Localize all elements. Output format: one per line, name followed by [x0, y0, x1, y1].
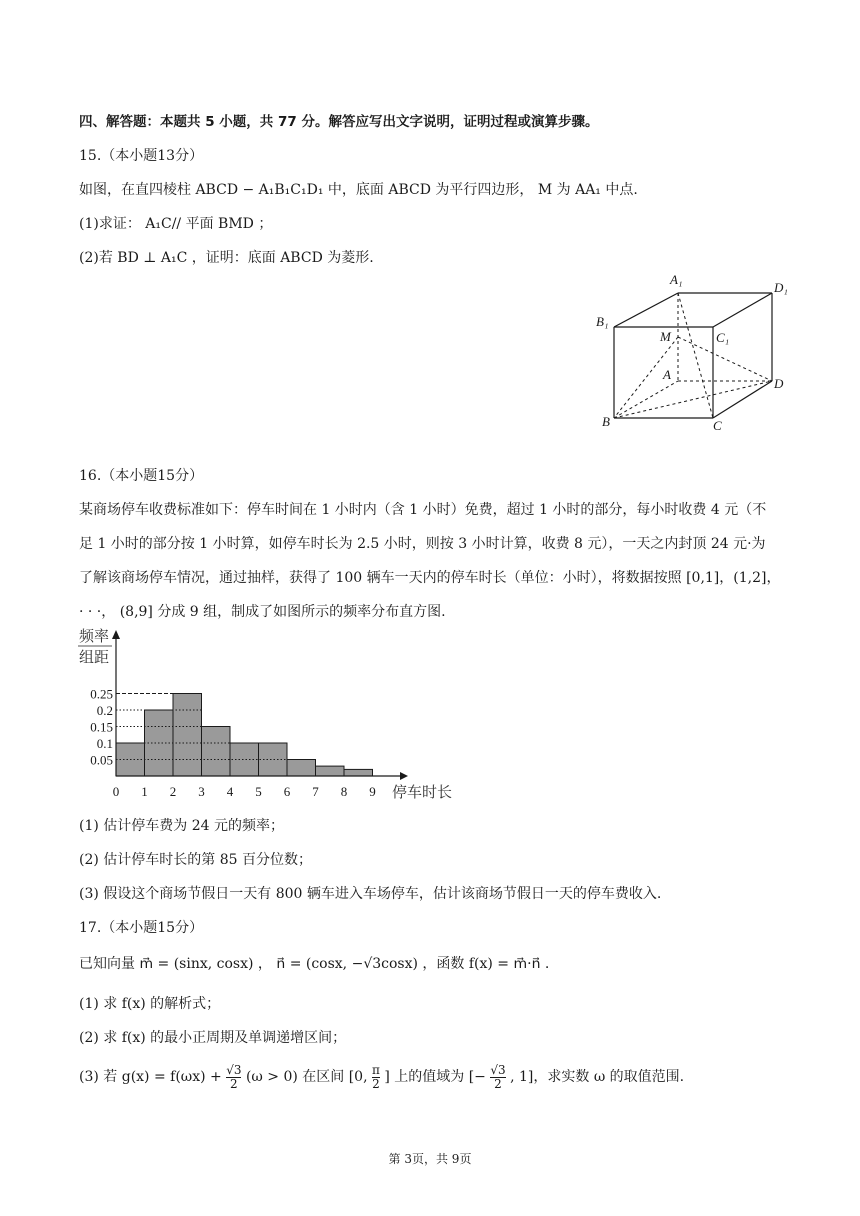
- x-tick-label: 2: [169, 784, 177, 799]
- edge-cd: [713, 381, 772, 418]
- histogram-bar: [202, 727, 231, 777]
- histogram-bar: [316, 766, 345, 776]
- y-tick-label: 0.05: [90, 752, 113, 768]
- q17-title: 17.（本小题15分）: [79, 920, 204, 936]
- q16-stem-line4: · · ·， (8,9] 分成 9 组，制成了如图所示的频率分布直方图.: [79, 604, 446, 620]
- frac1-den: 2: [226, 1077, 241, 1091]
- q16-title: 16.（本小题15分）: [79, 468, 204, 484]
- label-a: A: [663, 367, 671, 382]
- x-tick-label: 3: [198, 784, 205, 799]
- q17-part2: (2) 求 f(x) 的最小正周期及单调递增区间；: [79, 1030, 347, 1046]
- y-tick-label: 0.2: [96, 703, 113, 718]
- q16-part2: (2) 估计停车时长的第 85 百分位数；: [79, 852, 312, 868]
- diag-bd-hidden: [614, 381, 772, 418]
- x-tick-label: 9: [369, 784, 376, 799]
- y-axis-arrow: [112, 630, 120, 639]
- frac1-num: √3: [226, 1062, 242, 1077]
- q16-part3: (3) 假设这个商场节假日一天有 800 辆车进入车场停车，估计该商场节假日一天的停车费收入.: [79, 886, 662, 902]
- q16-stem-line1: 某商场停车收费标准如下：停车时间在 1 小时内（含 1 小时）免费，超过 1 小时的部分，每小时收费 4 元（不: [79, 502, 767, 518]
- label-b1: B₁: [596, 314, 609, 329]
- x-tick-label: 7: [312, 784, 319, 799]
- label-m: M: [660, 329, 671, 344]
- xlabel: 停车时长: [392, 785, 453, 801]
- label-d1: D₁: [774, 280, 788, 295]
- frac2-den: 2: [372, 1076, 380, 1091]
- frac3-den: 2: [490, 1077, 505, 1091]
- q15-stem: 如图，在直四棱柱 ABCD − A₁B₁C₁D₁ 中，底面 ABCD 为平行四边形， M 为 AA₁ 中点.: [79, 182, 638, 198]
- q17-stem: 已知向量 m⃗ = (sinx, cosx) ， n⃗ = (cosx, −√3cosx) ，函数 f(x) = m⃗·n⃗ .: [79, 956, 550, 972]
- section-header: 四、解答题：本题共 5 小题，共 77 分。解答应写出文字说明，证明过程或演算步骤。: [79, 114, 599, 130]
- page-footer: 第 3页，共 9页: [388, 1152, 472, 1166]
- x-tick-label: 0: [112, 784, 120, 799]
- label-b: B: [602, 414, 610, 429]
- y-tick-label: 0.1: [96, 736, 113, 751]
- histogram-bar: [287, 760, 316, 777]
- histogram-bar: [230, 743, 259, 776]
- q17-part3: [79, 1062, 684, 1092]
- x-axis-arrow: [400, 772, 408, 780]
- x-tick-label: 5: [255, 784, 262, 799]
- edge-c1d1: [713, 293, 772, 327]
- q17-frac-sqrt3-over-2: [226, 1064, 241, 1091]
- q17-frac-sqrt3-over-2-b: [490, 1064, 505, 1091]
- y-tick-label: 0.15: [90, 719, 113, 735]
- x-tick-label: 1: [141, 784, 148, 799]
- histogram-bar: [173, 694, 202, 777]
- x-tick-label: 6: [283, 784, 291, 799]
- y-tick-label: 0.25: [90, 686, 113, 702]
- histogram-bar: [259, 743, 288, 776]
- x-tick-label: 8: [340, 784, 348, 799]
- prism-figure: [590, 268, 800, 433]
- ylabel-top: 频率: [79, 629, 110, 645]
- label-d: D: [774, 376, 784, 391]
- label-a1: A₁: [670, 272, 683, 287]
- q16-stem-line2: 足 1 小时的部分按 1 小时算，如停车时长为 2.5 小时，则按 3 小时计算，收费 8 元），一天之内封顶 24 元·为: [79, 536, 766, 552]
- q15-title: 15.（本小题13分）: [79, 148, 204, 164]
- x-tick-label: 4: [226, 784, 234, 799]
- q17-part3-b: (ω > 0) 在区间 [0,: [245, 1069, 368, 1085]
- seg-a1c-hidden: [678, 293, 713, 418]
- frac3-num: √3: [490, 1062, 506, 1077]
- q17-part1: (1) 求 f(x) 的解析式；: [79, 996, 221, 1012]
- edge-ba-hidden: [614, 381, 678, 418]
- label-c: C: [713, 418, 722, 433]
- frac2-num: π: [372, 1062, 380, 1077]
- q17-part3-a: (3) 若 g(x) = f(ωx) +: [79, 1069, 222, 1085]
- q16-stem-line3: 了解该商场停车情况，通过抽样，获得了 100 辆车一天内的停车时长（单位：小时），将数据按照 [0,1]，(1,2]，: [79, 570, 781, 586]
- q15-part1: (1)求证： A₁C// 平面 BMD ；: [79, 216, 273, 232]
- q16-part1: (1) 估计停车费为 24 元的频率；: [79, 818, 284, 834]
- q15-part2: (2)若 BD ⊥ A₁C ，证明：底面 ABCD 为菱形.: [79, 250, 374, 266]
- label-c1: C₁: [716, 330, 730, 345]
- histogram-bar: [344, 769, 373, 776]
- edge-b1a1: [614, 293, 678, 327]
- q17-part3-d: , 1]，求实数 ω 的取值范围.: [510, 1069, 685, 1085]
- histogram-chart: [70, 625, 470, 805]
- q17-part3-c: ] 上的值域为 [−: [384, 1069, 486, 1085]
- q17-frac-pi-over-2: [372, 1064, 380, 1091]
- ylabel-bottom: 组距: [79, 650, 110, 666]
